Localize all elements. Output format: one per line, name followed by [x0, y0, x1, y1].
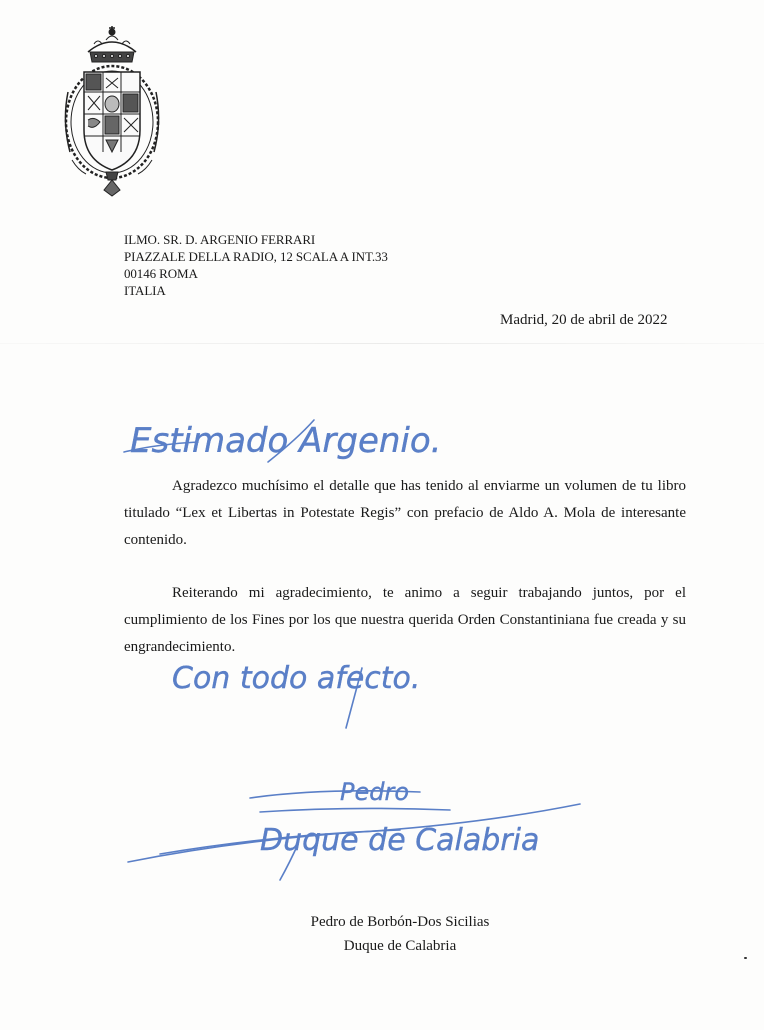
signatory-title: Duque de Calabria	[343, 938, 457, 954]
handwritten-closing	[168, 648, 478, 738]
recipient-country: ITALIA	[124, 283, 166, 298]
handwritten-greeting	[118, 408, 478, 480]
paragraph-1-text: Agradezco muchísimo el detalle que has tenido al enviarme un volumen de tu libro titulado “Lex et Libertas in Potestate Regis” con prefacio de Aldo A. Mola de interesante contenido.	[124, 478, 686, 548]
recipient-address	[124, 231, 388, 299]
body-paragraph-1	[124, 473, 686, 554]
closing-text: Con todo afecto.	[172, 661, 421, 696]
handwritten-signature	[120, 770, 620, 890]
coat-of-arms-icon	[58, 22, 166, 198]
signature-title-handwritten: Duque de Calabria	[260, 823, 540, 858]
paragraph-2-text: Reiterando mi agradecimiento, te animo a seguir trabajando juntos, por el cumplimiento de los Fines por los que nuestra querida Orden Constantiniana fue creada y su engrandecimiento.	[124, 585, 686, 655]
greeting-text: Estimado Argenio.	[130, 421, 442, 461]
signature-first-name: Pedro	[340, 778, 410, 806]
signature-block	[200, 910, 600, 958]
recipient-city: 00146 ROMA	[124, 266, 198, 281]
paper-speck	[744, 957, 747, 959]
paper-fold-line	[0, 343, 764, 344]
recipient-name: ILMO. SR. D. ARGENIO FERRARI	[124, 232, 316, 247]
letter-date: Madrid, 20 de abril de 2022	[500, 312, 668, 328]
signatory-name: Pedro de Borbón-Dos Sicilias	[310, 914, 490, 930]
recipient-street: PIAZZALE DELLA RADIO, 12 SCALA A INT.33	[124, 249, 388, 264]
